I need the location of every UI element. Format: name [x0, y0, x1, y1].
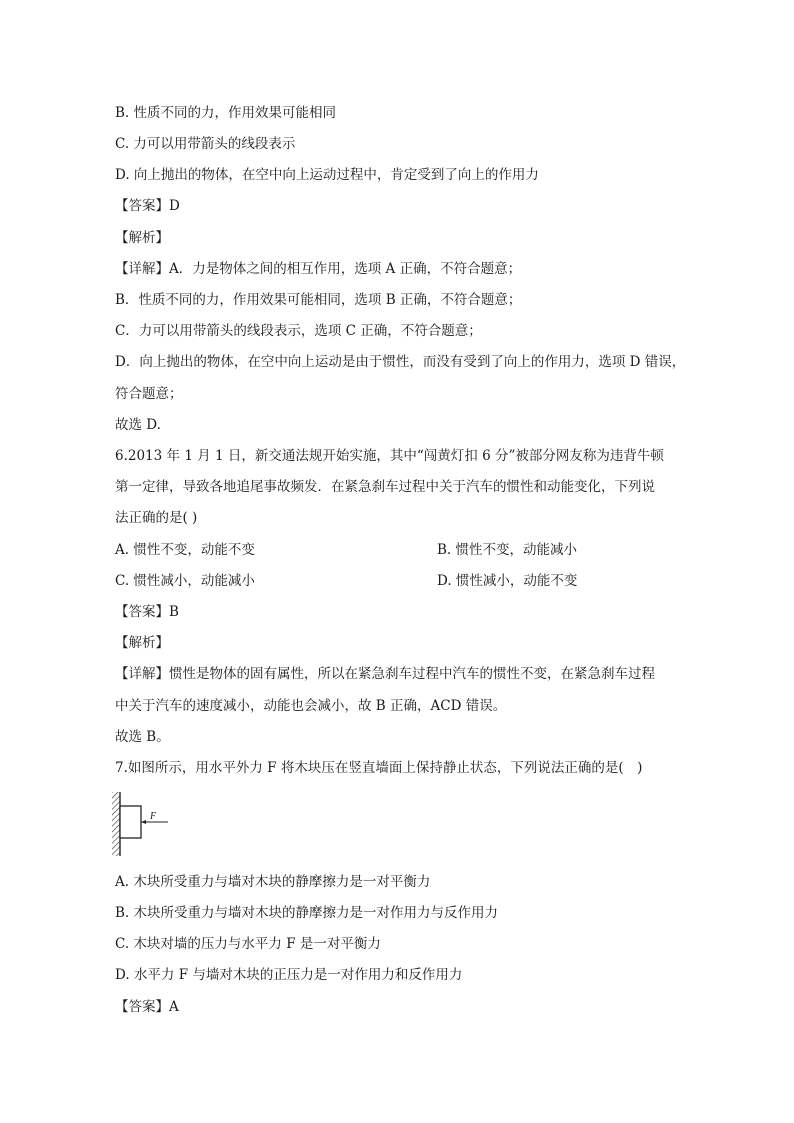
wall-block-force-figure [112, 792, 172, 856]
q5-detail-4a: D．向上抛出的物体，在空中向上运动是由于惯性，而没有受到了向上的作用力，选项 D 错误， [115, 354, 686, 370]
q6-option-c: C. 惯性减小，动能减小 [115, 573, 255, 589]
q6-detail-2: 中关于汽车的速度减小，动能也会减小，故 B 正确，ACD 错误。 [115, 698, 507, 714]
q6-option-a: A. 惯性不变，动能不变 [115, 542, 255, 558]
q6-stem-2: 第一定律，导致各地追尾事故频发．在紧急刹车过程中关于汽车的惯性和动能变化，下列说 [115, 479, 655, 495]
q7-option-a: A. 木块所受重力与墙对木块的静摩擦力是一对平衡力 [115, 874, 431, 890]
q6-stem-1: 6.2013 年 1 月 1 日，新交通法规开始实施，其中“闯黄灯扣 6 分”被部分网友称为违背牛顿 [115, 448, 664, 464]
q7-option-c: C. 木块对墙的压力与水平力 F 是一对平衡力 [115, 936, 381, 952]
q5-detail-4b: 符合题意； [115, 386, 183, 402]
q7-stem: 7.如图所示，用水平外力 F 将木块压在竖直墙面上保持静止状态，下列说法正确的是( ) [115, 760, 643, 776]
q5-conclusion: 故选 D. [115, 417, 161, 433]
wooden-block [120, 806, 141, 838]
q7-option-d: D. 水平力 F 与墙对木块的正压力是一对作用力和反作用力 [115, 967, 463, 983]
q6-option-b: B. 惯性不变，动能减小 [437, 542, 578, 558]
wall-hatching [112, 792, 120, 856]
q5-option-d: D. 向上抛出的物体，在空中向上运动过程中，肯定受到了向上的作用力 [115, 167, 539, 183]
force-arrow-head [141, 820, 146, 824]
q6-option-d: D. 惯性减小，动能不变 [437, 573, 578, 589]
q5-answer: 【答案】D [115, 198, 180, 214]
q7-option-b: B. 木块所受重力与墙对木块的静摩擦力是一对作用力与反作用力 [115, 905, 499, 921]
q5-detail-2: B．性质不同的力，作用效果可能相同，选项 B 正确，不符合题意； [115, 292, 522, 308]
q6-analysis-title: 【解析】 [115, 635, 169, 651]
q7-answer: 【答案】A [115, 999, 179, 1015]
q6-conclusion: 故选 B。 [115, 729, 170, 745]
q5-detail-1: 【详解】A．力是物体之间的相互作用，选项 A 正确，不符合题意； [115, 261, 522, 277]
q6-stem-3: 法正确的是( ) [115, 510, 198, 526]
force-label: F [150, 811, 157, 822]
q5-option-c: C. 力可以用带箭头的线段表示 [115, 136, 296, 152]
q6-answer: 【答案】B [115, 604, 179, 620]
q5-analysis-title: 【解析】 [115, 230, 169, 246]
q5-detail-3: C．力可以用带箭头的线段表示，选项 C 正确，不符合题意； [115, 323, 482, 339]
q5-option-b: B. 性质不同的力，作用效果可能相同 [115, 105, 337, 121]
q6-detail-1: 【详解】惯性是物体的固有属性，所以在紧急刹车过程中汽车的惯性不变，在紧急刹车过程 [115, 666, 655, 682]
